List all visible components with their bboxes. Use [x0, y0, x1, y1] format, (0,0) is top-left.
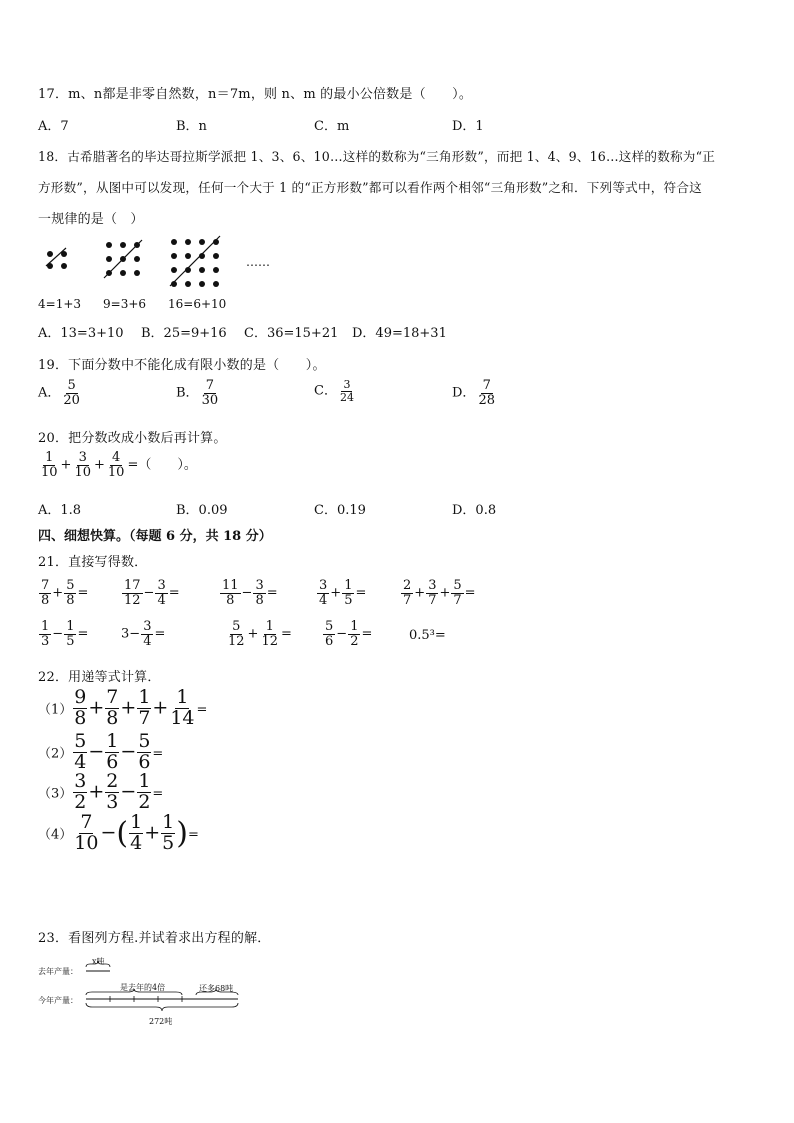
q19-option-a: A． $\frac{5}{20}$	[38, 378, 80, 408]
q17-option-b: B．n	[176, 119, 207, 134]
q21-item-6: $\frac{1}{3}$ − $\frac{1}{5}$ =	[41, 619, 89, 649]
section-4-title: 四、细想快算。（每题 6 分，共 18 分）	[38, 529, 272, 544]
q20-expression: $\frac{1}{10}$ + $\frac{3}{10}$ + $\frac{4}{10}$ =（ ）。	[41, 450, 197, 480]
this-year-label: 今年产量：	[38, 996, 78, 1005]
q18-line1: 18．古希腊著名的毕达哥拉斯学派把 1、3、6、10…这样的数称为“三角形数”，而把 1、4、9、16…这样的数称为“正	[38, 149, 716, 164]
q21-item-3: $\frac{11}{8}$ − $\frac{3}{8}$ =	[222, 578, 278, 608]
q22-expr-3: （3） $\frac{3}{2}$ + $\frac{2}{3}$ − $\frac{1}{2}$ =	[38, 770, 164, 813]
more68-label: 还多68吨	[199, 984, 234, 993]
q17-option-d: D．1	[452, 119, 484, 134]
q21-text: 21．直接写得数．	[38, 555, 148, 570]
dot-figure-ellipsis: ……	[246, 255, 270, 269]
q19-option-b: B． $\frac{7}{30}$	[176, 378, 219, 408]
q22-expr-2: （2） $\frac{5}{4}$ − $\frac{1}{6}$ − $\frac{5}{6}$ =	[38, 730, 164, 773]
q19-option-c: C． $\frac{3}{24}$	[314, 378, 354, 404]
q18-option-c: C．36=15+21	[244, 326, 339, 341]
q18-option-a: A．13=3+10	[38, 326, 124, 341]
total-label: 272吨	[149, 1017, 173, 1026]
q18-option-d: D．49=18+31	[352, 326, 447, 341]
q20-option-a: A．1.8	[38, 503, 82, 518]
q18-line2: 方形数”，从图中可以发现，任何一个大于 1 的“正方形数”都可以看作两个相邻“三角形数”之和．下列等式中，符合这	[38, 180, 702, 195]
q19-option-d: D． $\frac{7}{28}$	[452, 378, 495, 408]
q20-option-c: C．0.19	[314, 503, 366, 518]
q22-expr-1: （1） $\frac{9}{8}$ + $\frac{7}{8}$ + $\frac{1}{7}$ + $\frac{1}{14}$ =	[38, 686, 208, 729]
q18-line3: 一规律的是（ ）	[38, 212, 144, 227]
q21-item-5: $\frac{2}{7}$ + $\frac{3}{7}$ + $\frac{5}{7}$ =	[403, 578, 476, 608]
x-ton-label: x吨	[92, 957, 105, 966]
q20-option-b: B．0.09	[176, 503, 228, 518]
q17-option-a: A．7	[38, 119, 69, 134]
q21-item-9: $\frac{5}{6}$ − $\frac{1}{2}$ =	[325, 619, 373, 649]
last-year-label: 去年产量：	[38, 967, 78, 976]
q20-text: 20．把分数改成小数后再计算。	[38, 431, 227, 446]
caption-9: 9=3+6	[103, 297, 147, 311]
q17-text: 17．m、n都是非零自然数，n＝7m，则 n、m 的最小公倍数是（ ）。	[38, 87, 473, 102]
q18-option-b: B．25=9+16	[141, 326, 227, 341]
q17-option-c: C．m	[314, 119, 350, 134]
q21-item-4: $\frac{3}{4}$ + $\frac{1}{5}$ =	[319, 578, 367, 608]
q21-item-2: $\frac{17}{12}$ − $\frac{3}{4}$ =	[124, 578, 180, 608]
times4-label: 是去年的4倍	[120, 983, 166, 992]
q19-text: 19．下面分数中不能化成有限小数的是（ ）。	[38, 358, 326, 373]
q23-text: 23．看图列方程.并试着求出方程的解．	[38, 931, 271, 946]
q22-text: 22．用递等式计算．	[38, 670, 161, 685]
q21-item-7: 3− $\frac{3}{4}$ =	[121, 619, 166, 649]
q21-item-8: $\frac{5}{12}$ + $\frac{1}{12}$ =	[228, 619, 292, 649]
caption-4: 4=1+3	[38, 297, 82, 311]
q21-item-1: $\frac{7}{8}$ + $\frac{5}{8}$ =	[41, 578, 89, 608]
q20-option-d: D．0.8	[452, 503, 497, 518]
q22-expr-4: （4） $\frac{7}{10}$ −( $\frac{1}{4}$ + $\frac{1}{5}$ )=	[38, 811, 199, 854]
q21-item-10: 0.5³=	[409, 628, 446, 643]
caption-16: 16=6+10	[168, 297, 227, 311]
